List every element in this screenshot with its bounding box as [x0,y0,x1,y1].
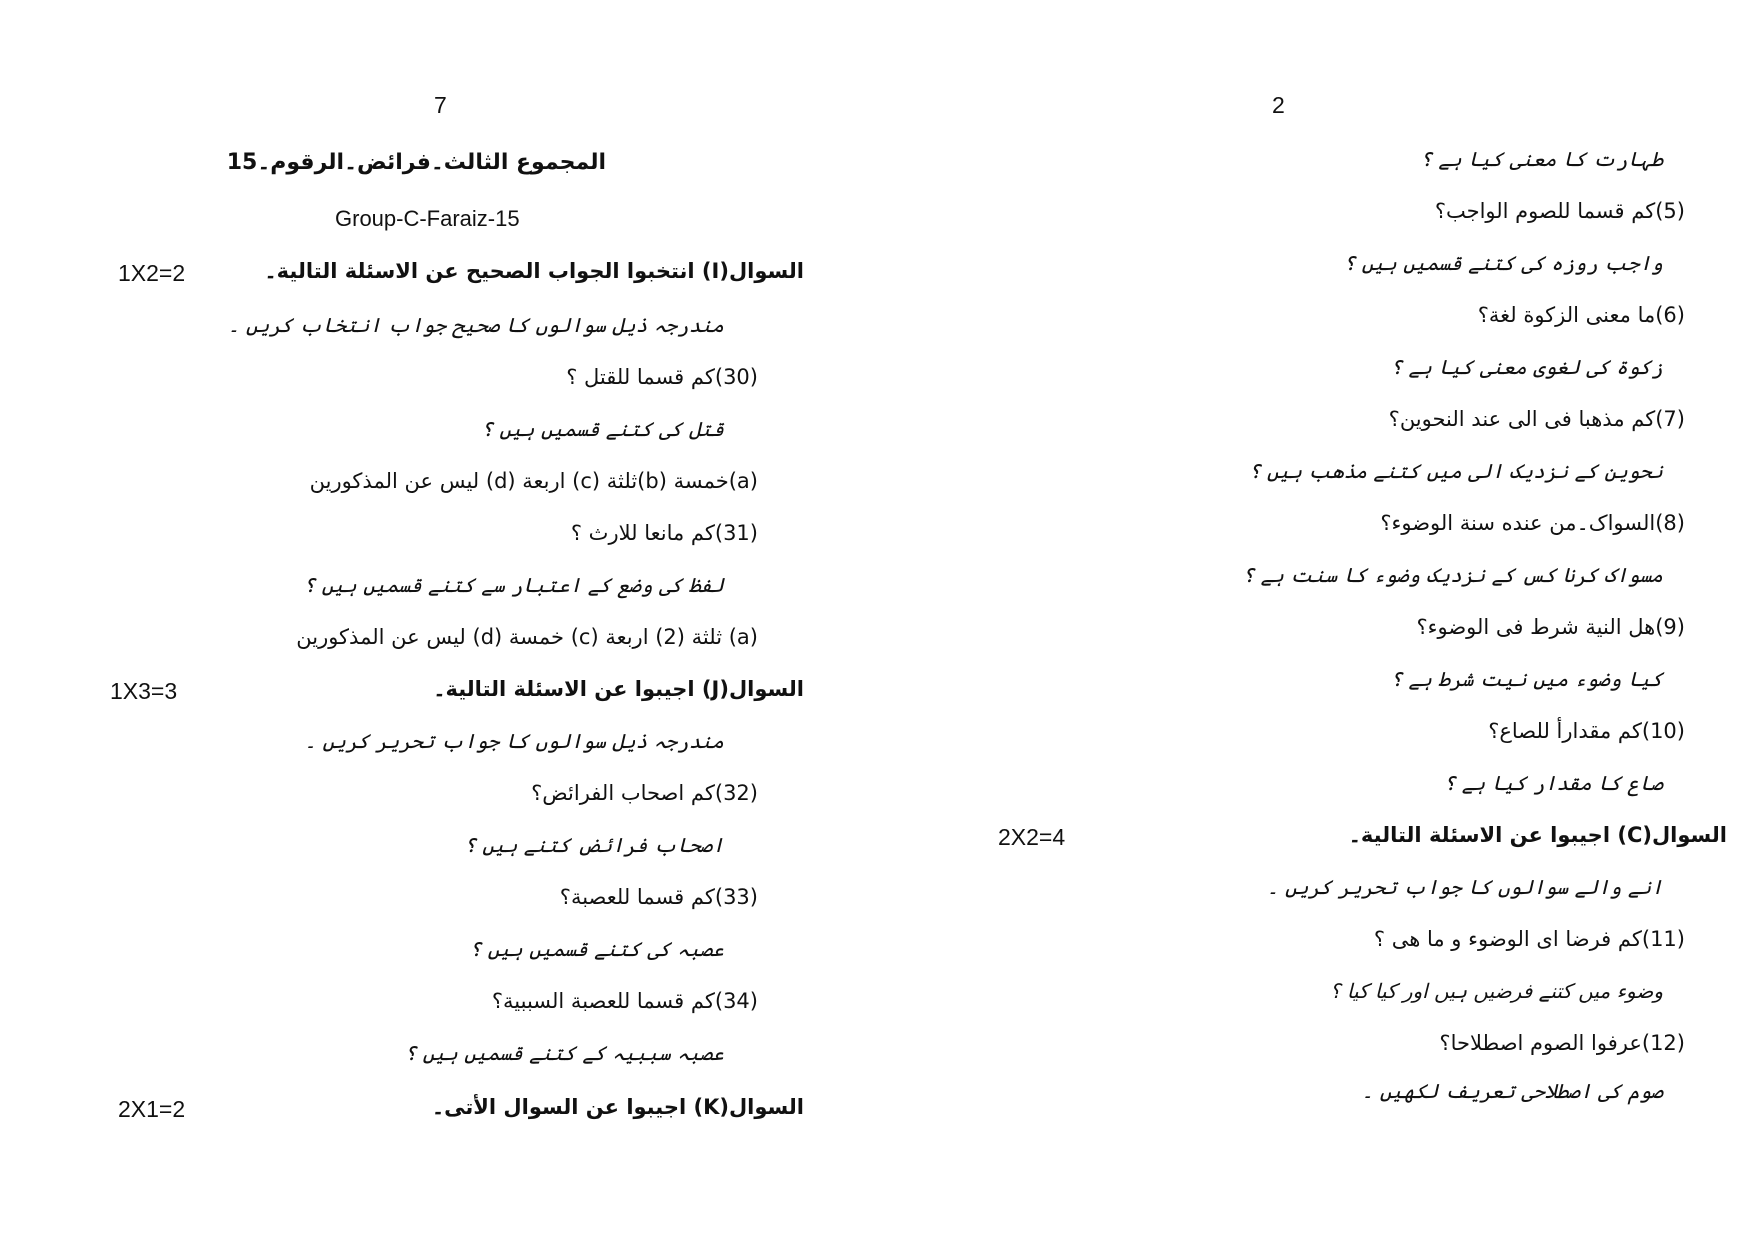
question-34-urdu: عصبہ سببیہ کے کتنے قسمیں ہیں ؟ [404,1041,724,1065]
question-5-urdu: واجب روزہ کی کتنے قسمیں ہیں ؟ [1343,251,1663,275]
question-31-options: (a) ثلثة (2) اربعة (c) خمسة (d) لیس عن المذکورین [296,625,758,649]
question-12: (12)عرفوا الصوم اصطلاحا؟ [1439,1031,1685,1055]
section-title: السوال(C) اجیبوا عن الاسئلة التالیة۔ [1348,823,1727,847]
question-11-urdu: وضوء میں کتنے فرضیں ہیں اور کیا کیا ؟ [1329,979,1663,1003]
question-6: (6)ما معنی الزکوة لغة؟ [1477,303,1685,327]
marks-label: 2X1=2 [118,1096,186,1122]
question-4-urdu: طہارت کا معنی کیا ہے ؟ [1420,147,1663,171]
question-9: (9)هل النیة شرط فی الوضوء؟ [1416,615,1685,639]
question-5: (5)کم قسما للصوم الواجب؟ [1434,199,1685,223]
question-34: (34)کم قسما للعصبة السببیة؟ [491,989,758,1013]
question-30-options: (a)خمسة (b)ثلثة (c) اربعة (d) لیس عن المذکورین [309,469,758,493]
group-header-arabic: المجموع الثالث۔فرائض۔الرقوم۔15 [226,150,606,175]
question-9-urdu: کیا وضوء میں نیت شرط ہے ؟ [1390,667,1663,691]
question-10: (10)کم مقدارأ للصاع؟ [1488,719,1685,743]
question-7-urdu: نحوین کے نزدیک الی میں کتنے مذھب ہیں ؟ [1248,459,1663,483]
page-number: 2 [1272,92,1285,118]
page-number: 7 [434,92,447,118]
marks-label: 1X3=3 [110,678,178,704]
question-32: (32)کم اصحاب الفرائض؟ [531,781,758,805]
question-30: (30)کم قسما للقتل ؟ [566,365,758,389]
question-30-urdu: قتل کی کتنے قسمیں ہیں ؟ [481,417,724,441]
marks-label: 1X2=2 [118,260,186,286]
question-11: (11)کم فرضا ای الوضوء و ما هی ؟ [1373,927,1685,951]
question-31-urdu: لفظ کی وضع کے اعتبار سے کتنے قسمیں ہیں ؟ [303,573,724,597]
question-7: (7)کم مذھبا فی الی عند النحوین؟ [1388,407,1685,431]
question-32-urdu: اصحاب فرائض کتنے ہیں ؟ [464,833,724,857]
marks-label: 2X2=4 [998,824,1066,850]
section-title: السوال(J) اجیبوا عن الاسئلة التالیة۔ [433,677,804,701]
question-33: (33)کم قسما للعصبة؟ [559,885,758,909]
section-subtitle: مندرجہ ذیل سوالوں کا صحیح جواب انتخاب کریں ۔ [227,313,724,337]
section-title: السوال(K) اجیبوا عن السوال الأتی۔ [431,1095,804,1119]
group-header-latin: Group-C-Faraiz-15 [335,206,520,231]
section-subtitle: مندرجہ ذیل سوالوں کا جواب تحریر کریں ۔ [304,729,724,753]
section-subtitle: انے والے سوالوں کا جواب تحریر کریں ۔ [1266,875,1663,899]
question-8: (8)السواک۔من عنده سنة الوضوء؟ [1380,511,1685,535]
question-33-urdu: عصبہ کی کتنے قسمیں ہیں ؟ [469,937,724,961]
question-6-urdu: زکوۃ کی لغوی معنی کیا ہے ؟ [1390,355,1663,379]
question-12-urdu: صوم کی اصطلاحی تعریف لکھیں ۔ [1361,1079,1663,1103]
question-31: (31)کم مانعا للارث ؟ [570,521,758,545]
right-page [876,0,1753,1240]
question-8-urdu: مسواک کرنا کس کے نزدیک وضوء کا سنت ہے ؟ [1242,563,1663,587]
left-page [0,0,876,1240]
question-10-urdu: صاع کا مقدار کیا ہے ؟ [1443,771,1663,795]
section-title: السوال(I) انتخبوا الجواب الصحیح عن الاسئلة التالیة۔ [264,259,804,283]
